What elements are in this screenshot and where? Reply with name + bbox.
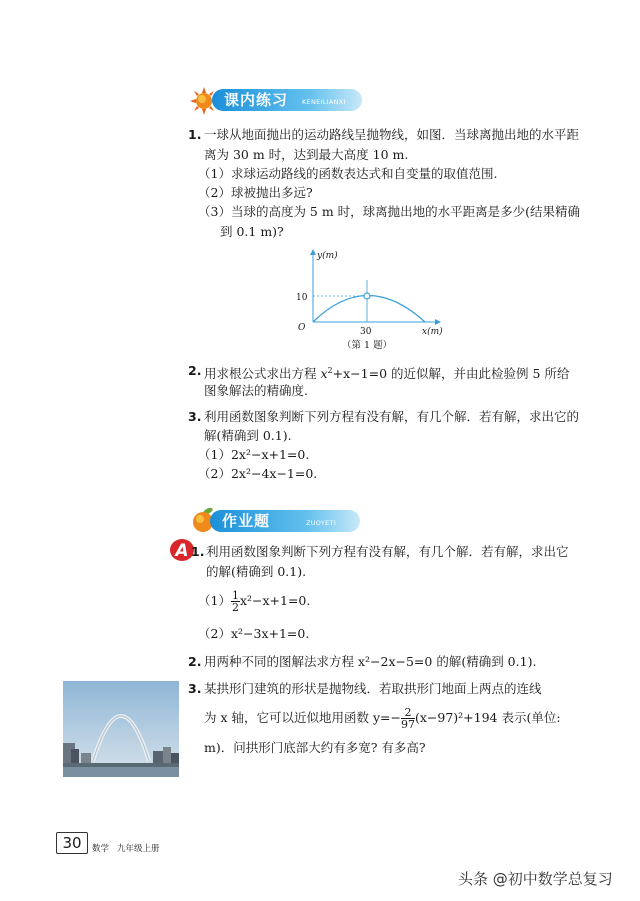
page-number: 30 (56, 832, 88, 854)
s2-q2-text: 用两种不同的图解法求方程 x²−2x−5=0 的解(精确到 0.1). (204, 654, 537, 669)
s1-q1-line2: 离为 30 m 时，达到最大高度 10 m. (204, 147, 409, 162)
x-axis-label: x(m) (422, 327, 443, 337)
level-a-badge-label: A (175, 541, 189, 561)
s2-q3-number: 3. (188, 681, 202, 696)
s1-q1-line1: 一球从地面抛出的运动路线呈抛物线，如图．当球离抛出地的水平距 (204, 127, 580, 142)
s1-q1-sub2: （2）球被抛出多远? (198, 185, 313, 200)
fraction-half: $\frac{1}{2}$ (231, 589, 239, 614)
watermark-text: 头条 @初中数学总复习 (458, 870, 613, 888)
s1-q2-line1: 用求根公式求出方程 $x^2+x-1=0$ 的近似解，并由此检验例 5 所给 (204, 366, 570, 382)
gateway-arch-photo (63, 681, 179, 777)
s2-q3-line2: 为 x 轴，它可以近似地用函数 y=− $\frac{2}{97}$ (x−97)²+194 表示(单位: (204, 706, 561, 731)
parabola-figure (290, 244, 460, 354)
vertex-point (364, 293, 370, 299)
s2-q3-line1: 某拱形门建筑的形状是抛物线．若取拱形门地面上两点的连线 (204, 681, 542, 696)
s2-q1-line1: 利用函数图象判断下列方程有没有解，有几个解．若有解，求出它 (206, 544, 569, 559)
section1-subtitle: KENEILIANXI (302, 98, 346, 106)
s1-q2-line2: 图象解法的精确度. (204, 383, 308, 398)
parabola-curve (313, 296, 425, 323)
s1-q3-line2: 解(精确到 0.1). (204, 428, 292, 443)
origin-label: O (298, 323, 306, 333)
s1-q3-sub1: （1）2x²−x+1=0. (198, 447, 310, 462)
section2-title: 作业题 (222, 512, 271, 530)
s1-q2-number: 2. (188, 363, 202, 378)
fraction-2-97: $\frac{2}{97}$ (400, 706, 415, 731)
s1-q1-sub3-line1: （3）当球的高度为 5 m 时，球离抛出地的水平距离是多少(结果精确 (198, 204, 581, 219)
section2-subtitle: ZUOYETI (306, 519, 337, 527)
s2-q1-sub2: （2）x²−3x+1=0. (198, 626, 310, 641)
s1-q1-sub1: （1）求球运动路线的函数表达式和自变量的取值范围. (198, 166, 498, 181)
footer-grade: 九年级上册 (117, 844, 160, 854)
s2-q1-line2: 的解(精确到 0.1). (206, 564, 307, 579)
s1-q1-sub3-line2: 到 0.1 m)? (220, 224, 284, 239)
figure-caption: （第 1 题） (342, 340, 393, 351)
y-axis-label: y(m) (317, 251, 338, 261)
s1-q3-sub2: （2）2x²−4x−1=0. (198, 466, 318, 481)
s2-q2-number: 2. (188, 654, 202, 669)
section1-header (190, 87, 370, 113)
section1-title: 课内练习 (224, 91, 289, 109)
s1-q3-line1: 利用函数图象判断下列方程有没有解，有几个解．若有解，求出它的 (204, 409, 580, 424)
x-tick-label: 30 (360, 327, 372, 337)
s1-q1-number: 1. (188, 127, 202, 142)
footer-subject: 数学 (92, 844, 110, 854)
s2-q1-sub1: （1） $\frac{1}{2}$ x²−x+1=0. (198, 589, 311, 614)
section2-header (190, 506, 370, 534)
y-tick-label: 10 (296, 293, 308, 303)
s1-q3-number: 3. (188, 409, 202, 424)
s2-q3-line3: m)．问拱形门底部大约有多宽? 有多高? (204, 740, 426, 755)
s2-q1-number: 1. (191, 544, 205, 559)
